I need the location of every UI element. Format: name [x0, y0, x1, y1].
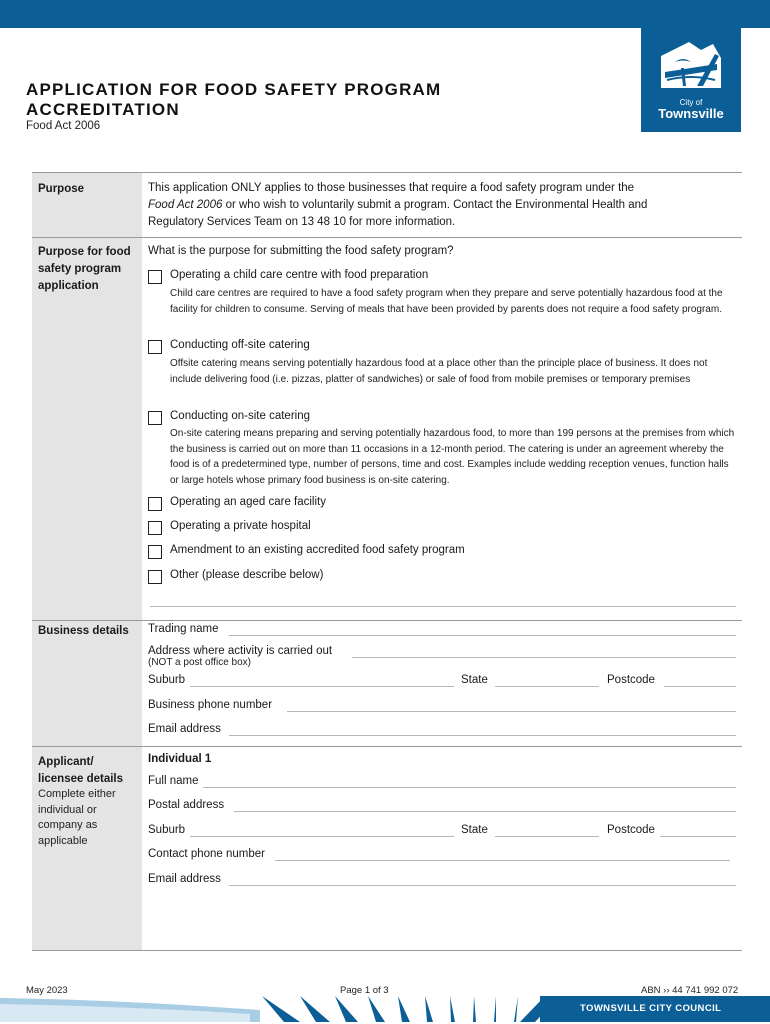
full-name-label: Full name [148, 775, 199, 787]
footer-page: Page 1 of 3 [340, 985, 389, 996]
applicant-email-label: Email address [148, 873, 221, 885]
other-description-input[interactable] [150, 606, 736, 607]
option-label: Conducting off-site catering [170, 339, 310, 351]
food-act-reference: Food Act 2006 [148, 199, 223, 211]
checkbox[interactable] [148, 521, 162, 535]
business-phone-label: Business phone number [148, 699, 273, 711]
checkbox[interactable] [148, 340, 162, 354]
applicant-suburb-input[interactable] [190, 836, 454, 837]
address-input[interactable] [352, 657, 736, 658]
title-line-2: ACCREDITATION [26, 100, 180, 119]
applicant-state-label: State [461, 824, 488, 836]
footer-abn: ABN ›› 44 741 992 072 [641, 985, 739, 996]
council-name: TOWNSVILLE CITY COUNCIL [580, 1003, 722, 1014]
checkbox[interactable] [148, 270, 162, 284]
business-email-label: Email address [148, 723, 221, 735]
postcode-input[interactable] [664, 686, 736, 687]
option-description: Offsite catering means serving potentially hazardous food at a place other than the principle place of business. It does not include delivering food (i.e. pizzas, platter of sandwiches) or sale of food from mobile premises or temporary premises [170, 358, 708, 385]
full-name-input[interactable] [203, 787, 736, 788]
business-label: Business details [38, 625, 129, 637]
individual-heading: Individual 1 [148, 753, 212, 765]
applicant-postcode-input[interactable] [660, 836, 736, 837]
applicant-label: Applicant/ licensee details [38, 756, 124, 785]
applicant-state-input[interactable] [495, 836, 599, 837]
contact-phone-input[interactable] [275, 860, 730, 861]
purpose-label: Purpose [38, 183, 85, 195]
contact-phone-label: Contact phone number [148, 848, 265, 860]
applicant-suburb-label: Suburb [148, 824, 186, 836]
applicant-note: Complete either individual or company as applicable [38, 788, 116, 847]
option-label: Operating a child care centre with food preparation [170, 269, 429, 281]
suburb-label: Suburb [148, 674, 186, 686]
address-label: Address where activity is carried out [148, 645, 333, 657]
suburb-input[interactable] [190, 686, 454, 687]
state-input[interactable] [495, 686, 599, 687]
postal-address-label: Postal address [148, 799, 225, 811]
checkbox[interactable] [148, 411, 162, 425]
logo-name-text: Townsville [658, 106, 724, 121]
page-subtitle: Food Act 2006 [26, 120, 101, 132]
title-line-1: APPLICATION FOR FOOD SAFETY PROGRAM [26, 80, 442, 99]
logo-emblem [641, 28, 741, 98]
postcode-label: Postcode [607, 674, 655, 686]
address-note: (NOT a post office box) [148, 657, 252, 668]
option-label: Operating an aged care facility [170, 496, 326, 508]
row-divider [32, 746, 742, 747]
purpose-question: What is the purpose for submitting the food safety program? [148, 245, 454, 257]
header-bar [0, 0, 770, 28]
option-description: Child care centres are required to have a food safety program when they prepare and serve potentially hazardous food at the facility for children to consume. Serving of meals that have been provided by parents does not require a food safety program. [170, 288, 723, 315]
option-label: Operating a private hospital [170, 520, 311, 532]
row-divider [32, 237, 742, 238]
postal-address-input[interactable] [234, 811, 736, 812]
page-title [26, 80, 441, 120]
purpose-line-3: Regulatory Services Team on 13 48 10 for more information. [148, 216, 456, 228]
state-label: State [461, 674, 488, 686]
applicant-email-input[interactable] [229, 885, 736, 886]
footer-date: May 2023 [26, 985, 68, 996]
purpose-line-1: This application ONLY applies to those businesses that require a food safety program under the [148, 182, 635, 194]
option-label: Amendment to an existing accredited food safety program [170, 544, 465, 556]
business-email-input[interactable] [229, 735, 736, 736]
checkbox[interactable] [148, 570, 162, 584]
option-label: Other (please describe below) [170, 569, 324, 581]
trading-name-input[interactable] [229, 635, 736, 636]
option-label: Conducting on-site catering [170, 410, 310, 422]
option-description: On-site catering means preparing and serving potentially hazardous food, to more than 199 persons at the premises from which the business is carried out on more than 11 occasions in a 12-month period. The catering is under an agreement whereby the food is of a predetermined type, number of persons, time and cost. Examples include wedding reception venues, function halls or large hotels whose primary food business is on-site catering. [170, 428, 735, 486]
checkbox[interactable] [148, 545, 162, 559]
purpose-line-2: or who wish to voluntarily submit a program. Contact the Environmental Health and [222, 199, 648, 211]
business-phone-input[interactable] [287, 711, 736, 712]
trading-name-label: Trading name [148, 623, 219, 635]
row-divider [32, 620, 742, 621]
purpose-app-label: Purpose for food safety program application [38, 246, 131, 292]
checkbox[interactable] [148, 497, 162, 511]
logo-city-text: City of [679, 98, 703, 107]
townsville-logo [641, 28, 741, 132]
purpose-text [148, 180, 647, 231]
applicant-postcode-label: Postcode [607, 824, 655, 836]
